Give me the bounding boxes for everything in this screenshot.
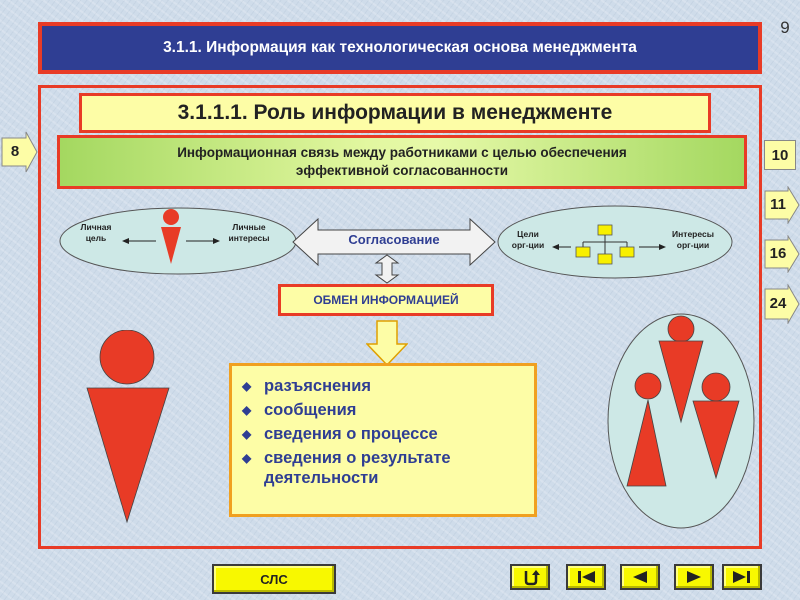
previous-slide-icon [622, 566, 658, 588]
personal-goal-label: Личная цель [80, 222, 112, 244]
nav-label-16: 16 [769, 245, 787, 262]
list-item-text: сообщения [264, 401, 357, 419]
nav-link-24[interactable] [764, 284, 800, 324]
nav-link-8[interactable] [0, 131, 38, 173]
subtitle-banner [79, 93, 711, 133]
nav-link-10[interactable]: 10 [764, 140, 796, 170]
first-slide-button[interactable] [566, 564, 606, 590]
nav-link-16[interactable] [764, 235, 800, 273]
list-item [242, 448, 520, 488]
nav-label-11: 11 [770, 196, 786, 213]
person-body-icon [87, 388, 169, 522]
return-button[interactable] [510, 564, 550, 590]
list-item-text: сведения о процессе [264, 425, 438, 443]
bullet-icon: ◆ [242, 427, 252, 441]
person-head-icon [702, 373, 730, 401]
list-item-text: разъяснения [264, 377, 371, 395]
first-slide-icon [568, 566, 604, 588]
list-item [242, 376, 520, 397]
previous-slide-button[interactable] [620, 564, 660, 590]
last-slide-button[interactable] [722, 564, 762, 590]
nav-label-8: 8 [10, 143, 20, 160]
bullet-icon: ◆ [242, 379, 252, 393]
group-people-ellipse [606, 312, 756, 530]
nav-label-24: 24 [769, 295, 787, 312]
list-item [242, 424, 520, 445]
person-head-icon [668, 316, 694, 342]
summary-text: Информационная связь между работниками с целью обеспечения эффективной согласованности [177, 144, 627, 178]
next-slide-button[interactable] [674, 564, 714, 590]
bullet-icon: ◆ [242, 403, 252, 417]
next-slide-icon [676, 566, 712, 588]
information-exchange-label: ОБМЕН ИНФОРМАЦИЕЙ [313, 293, 459, 307]
header-title: 3.1.1. Информация как технологическая основа менеджмента [163, 39, 637, 56]
summary-banner [57, 135, 747, 189]
person-head-icon [635, 373, 661, 399]
last-slide-icon [724, 566, 760, 588]
header-banner [38, 22, 762, 74]
slc-button[interactable]: СЛС [212, 564, 336, 594]
personal-interests-label: Личные интересы [228, 222, 270, 244]
return-icon [512, 566, 548, 588]
down-arrow-icon [366, 320, 408, 366]
information-types-list [229, 363, 537, 517]
large-person-figure [84, 330, 174, 525]
person-head-icon [163, 209, 179, 225]
agreement-label: Согласование [348, 232, 440, 247]
organization-goals-label: Цели орг-ции [511, 229, 545, 251]
information-exchange-box [278, 284, 494, 316]
subtitle-title: 3.1.1.1. Роль информации в менеджменте [177, 101, 613, 124]
page-number: 9 [780, 18, 790, 37]
person-head-icon [100, 330, 154, 384]
organization-interests-label: Интересы орг-ции [672, 229, 714, 251]
nav-link-11[interactable] [764, 186, 800, 224]
list-item [242, 400, 520, 421]
list-item-text: сведения о результате деятельности [264, 449, 451, 488]
vertical-double-arrow [374, 254, 400, 284]
bullet-icon: ◆ [242, 451, 252, 465]
